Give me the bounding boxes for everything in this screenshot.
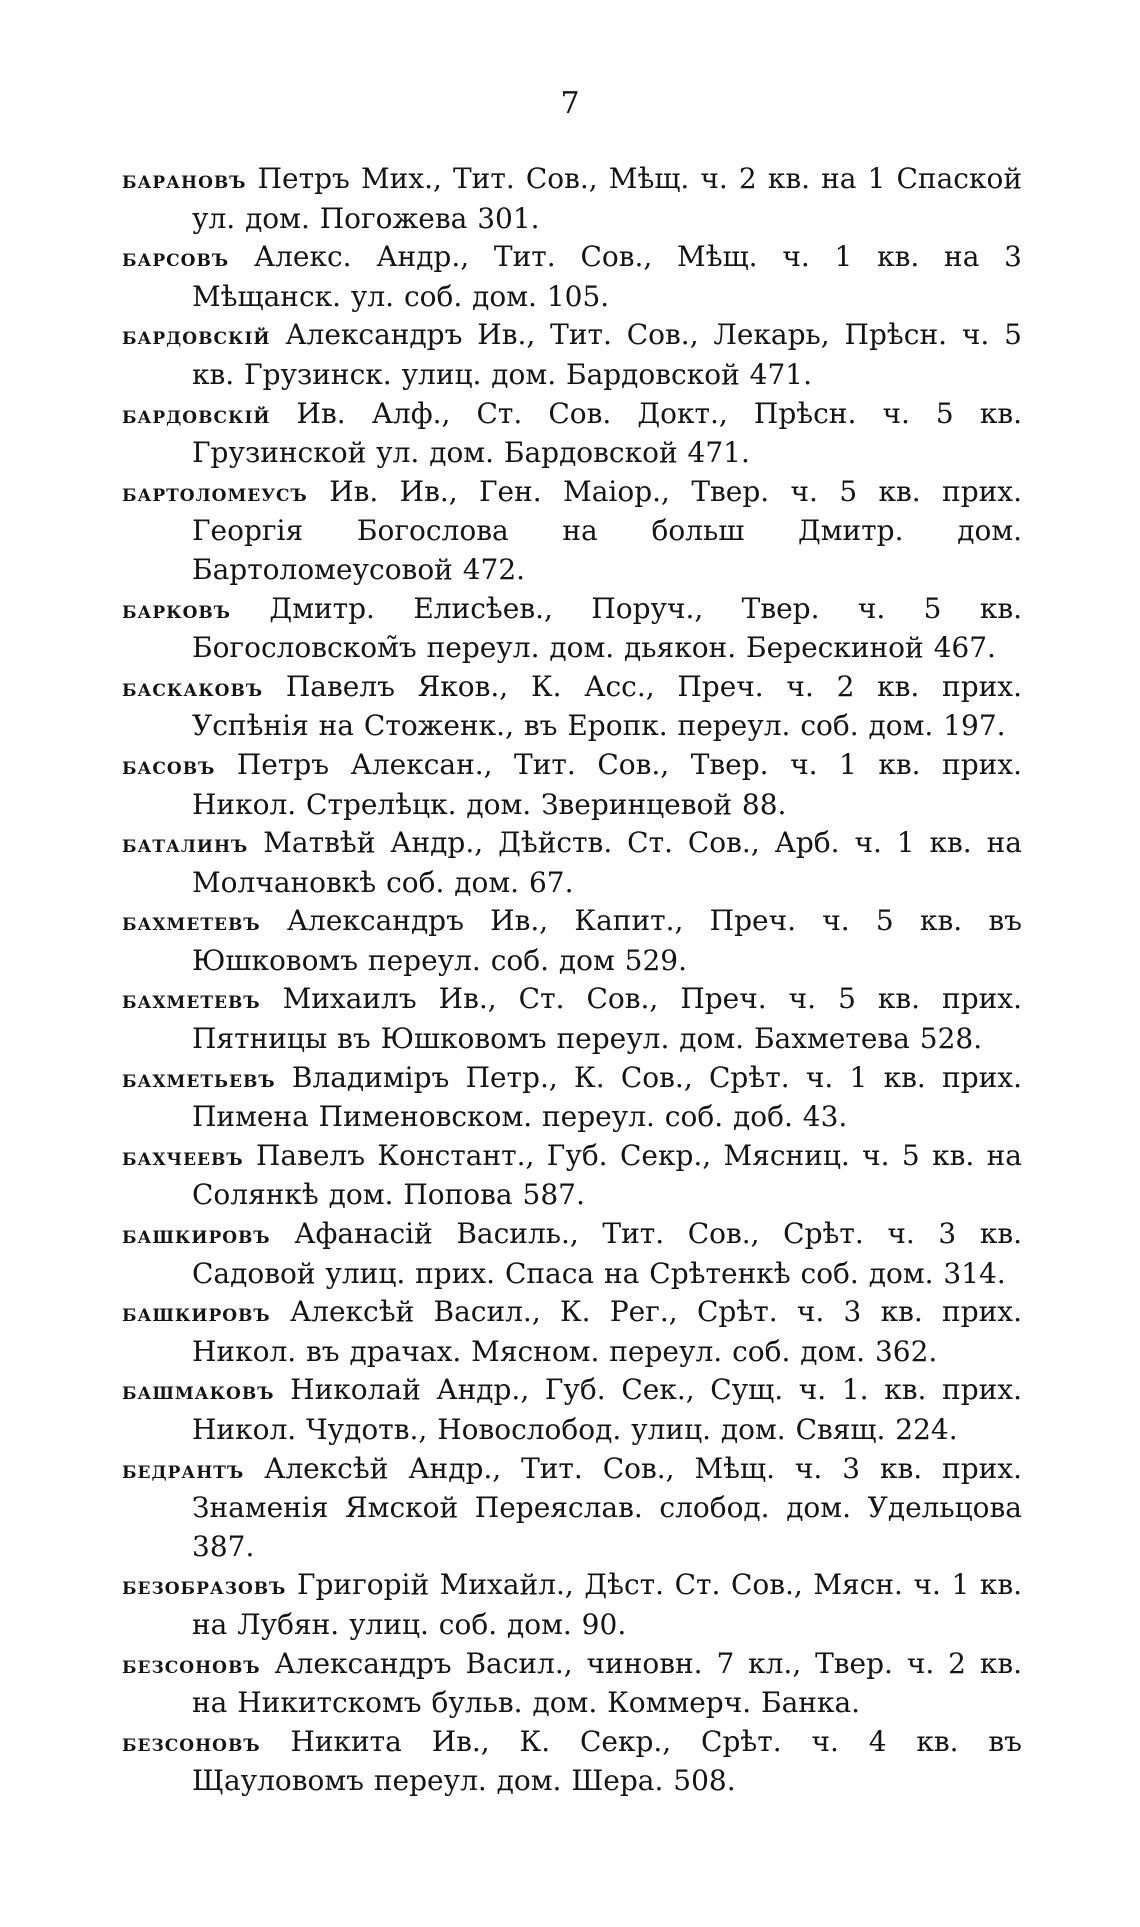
entry-surname: бедрантъ <box>122 1454 245 1484</box>
directory-entries <box>122 160 1022 1801</box>
entry-text: Афанасій Василь., Тит. Сов., Срѣт. ч. 3 кв. Садовой улиц. прих. Спаса на Срѣтенкѣ соб. дом. 314. <box>192 1217 1022 1290</box>
directory-entry <box>122 902 1022 980</box>
entry-surname: бартоломеусъ <box>122 477 308 507</box>
page-number: 7 <box>560 86 580 121</box>
entry-surname: безобразовъ <box>122 1571 287 1601</box>
entry-surname: баталинъ <box>122 829 249 859</box>
entry-text: Михаилъ Ив., Ст. Сов., Преч. ч. 5 кв. прих. Пятницы въ Юшковомъ переул. дом. Бахметева 528. <box>192 982 1022 1056</box>
entry-surname: басовъ <box>122 750 216 780</box>
directory-entry <box>122 1723 1022 1801</box>
entry-text: Владиміръ Петр., К. Сов., Срѣт. ч. 1 кв. прих. Пимена Пименовском. переул. соб. доб. 43. <box>192 1060 1022 1134</box>
directory-entry <box>122 824 1022 902</box>
directory-entry <box>122 1371 1022 1449</box>
entry-surname: бардовскій <box>122 399 271 429</box>
directory-entry <box>122 1645 1022 1723</box>
entry-text: Петръ Мих., Тит. Сов., Мѣщ. ч. 2 кв. на 1 Спаской ул. дом. Погожева 301. <box>192 162 1022 235</box>
entry-surname: бахметевъ <box>122 985 261 1015</box>
entry-surname: бахметьевъ <box>122 1063 276 1093</box>
directory-entry <box>122 160 1022 238</box>
entry-text: Александръ Ив., Тит. Сов., Лекарь, Прѣсн. ч. 5 кв. Грузинск. улиц. дом. Бардовской 471. <box>192 318 1022 391</box>
entry-surname: барсовъ <box>122 243 230 273</box>
directory-entry <box>122 1566 1022 1644</box>
entry-surname: бахметевъ <box>122 907 261 937</box>
entry-text: Алекс. Андр., Тит. Сов., Мѣщ. ч. 1 кв. на 3 Мѣщанск. ул. соб. дом. 105. <box>192 240 1022 313</box>
entry-text: Григорій Михайл., Дѣст. Ст. Сов., Мясн. ч. 1 кв. на Лубян. улиц. соб. дом. 90. <box>192 1568 1022 1641</box>
directory-entry <box>122 1059 1022 1137</box>
directory-entry <box>122 1137 1022 1215</box>
entry-surname: башкировъ <box>122 1220 271 1250</box>
entry-text: Николай Андр., Губ. Сек., Сущ. ч. 1. кв. прих. Никол. Чудотв., Новослобод. улиц. дом. Свящ. 224. <box>192 1373 1022 1446</box>
directory-entry <box>122 1450 1022 1567</box>
directory-entry <box>122 238 1022 316</box>
directory-entry <box>122 473 1022 590</box>
entry-text: Александръ Васил., чиновн. 7 кл., Твер. ч. 2 кв. на Никитскомъ бульв. дом. Коммерч. Банка. <box>192 1646 1022 1720</box>
directory-entry <box>122 1215 1022 1293</box>
entry-text: Алексѣй Васил., К. Рег., Срѣт. ч. 3 кв. прих. Никол. въ драчах. Мясном. переул. соб. дом. 362. <box>192 1295 1022 1368</box>
entry-surname: барановъ <box>122 165 247 194</box>
entry-text: Павелъ Констант., Губ. Секр., Мясниц. ч. 5 кв. на Солянкѣ дом. Попова 587. <box>192 1138 1022 1212</box>
entry-text: Алексѣй Андр., Тит. Сов., Мѣщ. ч. 3 кв. прих. Знаменія Ямской Переяслав. слобод. дом. Удельцова 387. <box>192 1451 1022 1563</box>
entry-surname: бахчеевъ <box>122 1141 244 1171</box>
directory-entry <box>122 980 1022 1058</box>
entry-surname: баскаковъ <box>122 672 264 702</box>
entry-surname: безсоновъ <box>122 1727 261 1757</box>
entry-surname: безсоновъ <box>122 1649 261 1679</box>
entry-text: Ив. Алф., Ст. Сов. Докт., Прѣсн. ч. 5 кв. Грузинской ул. дом. Бардовской 471. <box>192 396 1022 470</box>
entry-text: Петръ Алексан., Тит. Сов., Твер. ч. 1 кв. прих. Никол. Стрелѣцк. дом. Звеpинцевой 88. <box>192 747 1022 821</box>
directory-entry <box>122 1293 1022 1371</box>
directory-entry <box>122 316 1022 394</box>
entry-text: Матвѣй Андр., Дѣйств. Ст. Сов., Арб. ч. 1 кв. на Молчановкѣ соб. дом. 67. <box>192 826 1022 899</box>
entry-text: Никита Ив., К. Секр., Срѣт. ч. 4 кв. въ Щауловомъ переул. дом. Шера. 508. <box>192 1724 1022 1798</box>
directory-entry <box>122 395 1022 473</box>
entry-text: Павелъ Яков., К. Асс., Преч. ч. 2 кв. прих. Успѣнія на Стоженк., въ Еропк. переул. соб. дом. 197. <box>192 669 1022 743</box>
entry-text: Дмитр. Елисѣев., Поруч., Твер. ч. 5 кв. Богословском̃ъ переул. дом. дьякон. Берескиной 467. <box>192 591 1022 665</box>
entry-text: Александръ Ив., Капит., Преч. ч. 5 кв. въ Юшковомъ переул. соб. дом 529. <box>192 904 1022 977</box>
directory-entry <box>122 746 1022 824</box>
directory-entry <box>122 590 1022 668</box>
entry-surname: башкировъ <box>122 1298 271 1328</box>
directory-entry <box>122 668 1022 746</box>
entry-surname: бардовскій <box>122 321 271 351</box>
entry-surname: барковъ <box>122 594 232 624</box>
entry-surname: башмаковъ <box>122 1376 275 1406</box>
entry-text: Ив. Ив., Ген. Маіор., Твер. ч. 5 кв. прих. Георгія Богослова на больш Дмитр. дом. Бартоломеусовой 472. <box>192 474 1022 586</box>
